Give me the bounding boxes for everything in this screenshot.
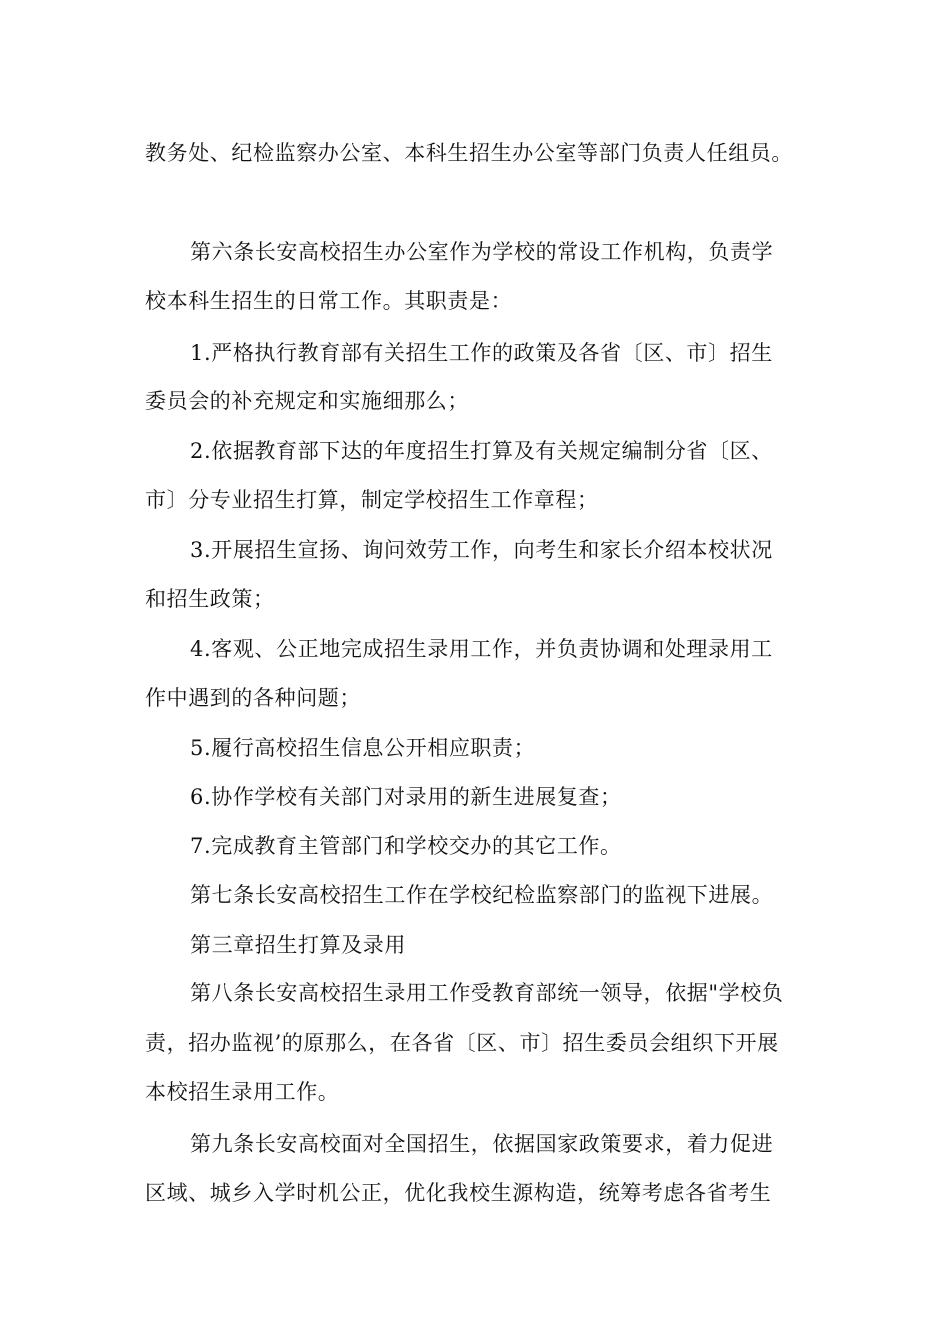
article-6-line-1: 第六条长安高校招生办公室作为学校的常设工作机构，负责学: [190, 240, 774, 264]
duty-4-line-1: 4.客观、公正地完成招生录用工作，并负责协调和处理录用工: [190, 637, 773, 661]
duty-5-line: 5.履行高校招生信息公开相应职责；: [190, 736, 536, 760]
article-7-line: 第七条长安高校招生工作在学校纪检监察部门的监视下进展。: [190, 883, 774, 907]
chapter-3-heading: 第三章招生打算及录用: [190, 933, 406, 957]
duty-4-line-2: 作中遇到的各种问题；: [145, 686, 361, 710]
article-8-line-1: 第八条长安高校招生录用工作受教育部统一领导，依据"学校负: [190, 981, 784, 1005]
duty-1-line-2: 委员会的补充规定和实施细那么；: [145, 389, 469, 413]
duty-3-line-1: 3.开展招生宣扬、询问效劳工作，向考生和家长介绍本校状况: [190, 538, 773, 562]
duty-2-line-1: 2.依据教育部下达的年度招生打算及有关规定编制分省〔区、: [190, 439, 773, 463]
article-6-line-2: 校本科生招生的日常工作。其职责是：: [145, 289, 513, 313]
article-9-line-2: 区域、城乡入学时机公正，优化我校生源构造，统筹考虑各省考生: [145, 1181, 772, 1205]
duty-1-line-1: 1.严格执行教育部有关招生工作的政策及各省〔区、市〕招生: [190, 341, 773, 365]
duty-6-line: 6.协作学校有关部门对录用的新生进展复查；: [190, 785, 622, 809]
text-line-1: 教务处、纪检监察办公室、本科生招生办公室等部门负责人任组员。: [145, 141, 793, 165]
article-8-line-2: 责，招办监视’的原那么，在各省〔区、市〕招生委员会组织下开展: [145, 1031, 779, 1055]
duty-3-line-2: 和招生政策；: [145, 587, 275, 611]
duty-7-line: 7.完成教育主管部门和学校交办的其它工作。: [190, 834, 622, 858]
duty-2-line-2: 市〕分专业招生打算，制定学校招生工作章程；: [145, 488, 599, 512]
article-8-line-3: 本校招生录用工作。: [145, 1080, 340, 1104]
article-9-line-1: 第九条长安高校面对全国招生，依据国家政策要求，着力促进: [190, 1132, 774, 1156]
